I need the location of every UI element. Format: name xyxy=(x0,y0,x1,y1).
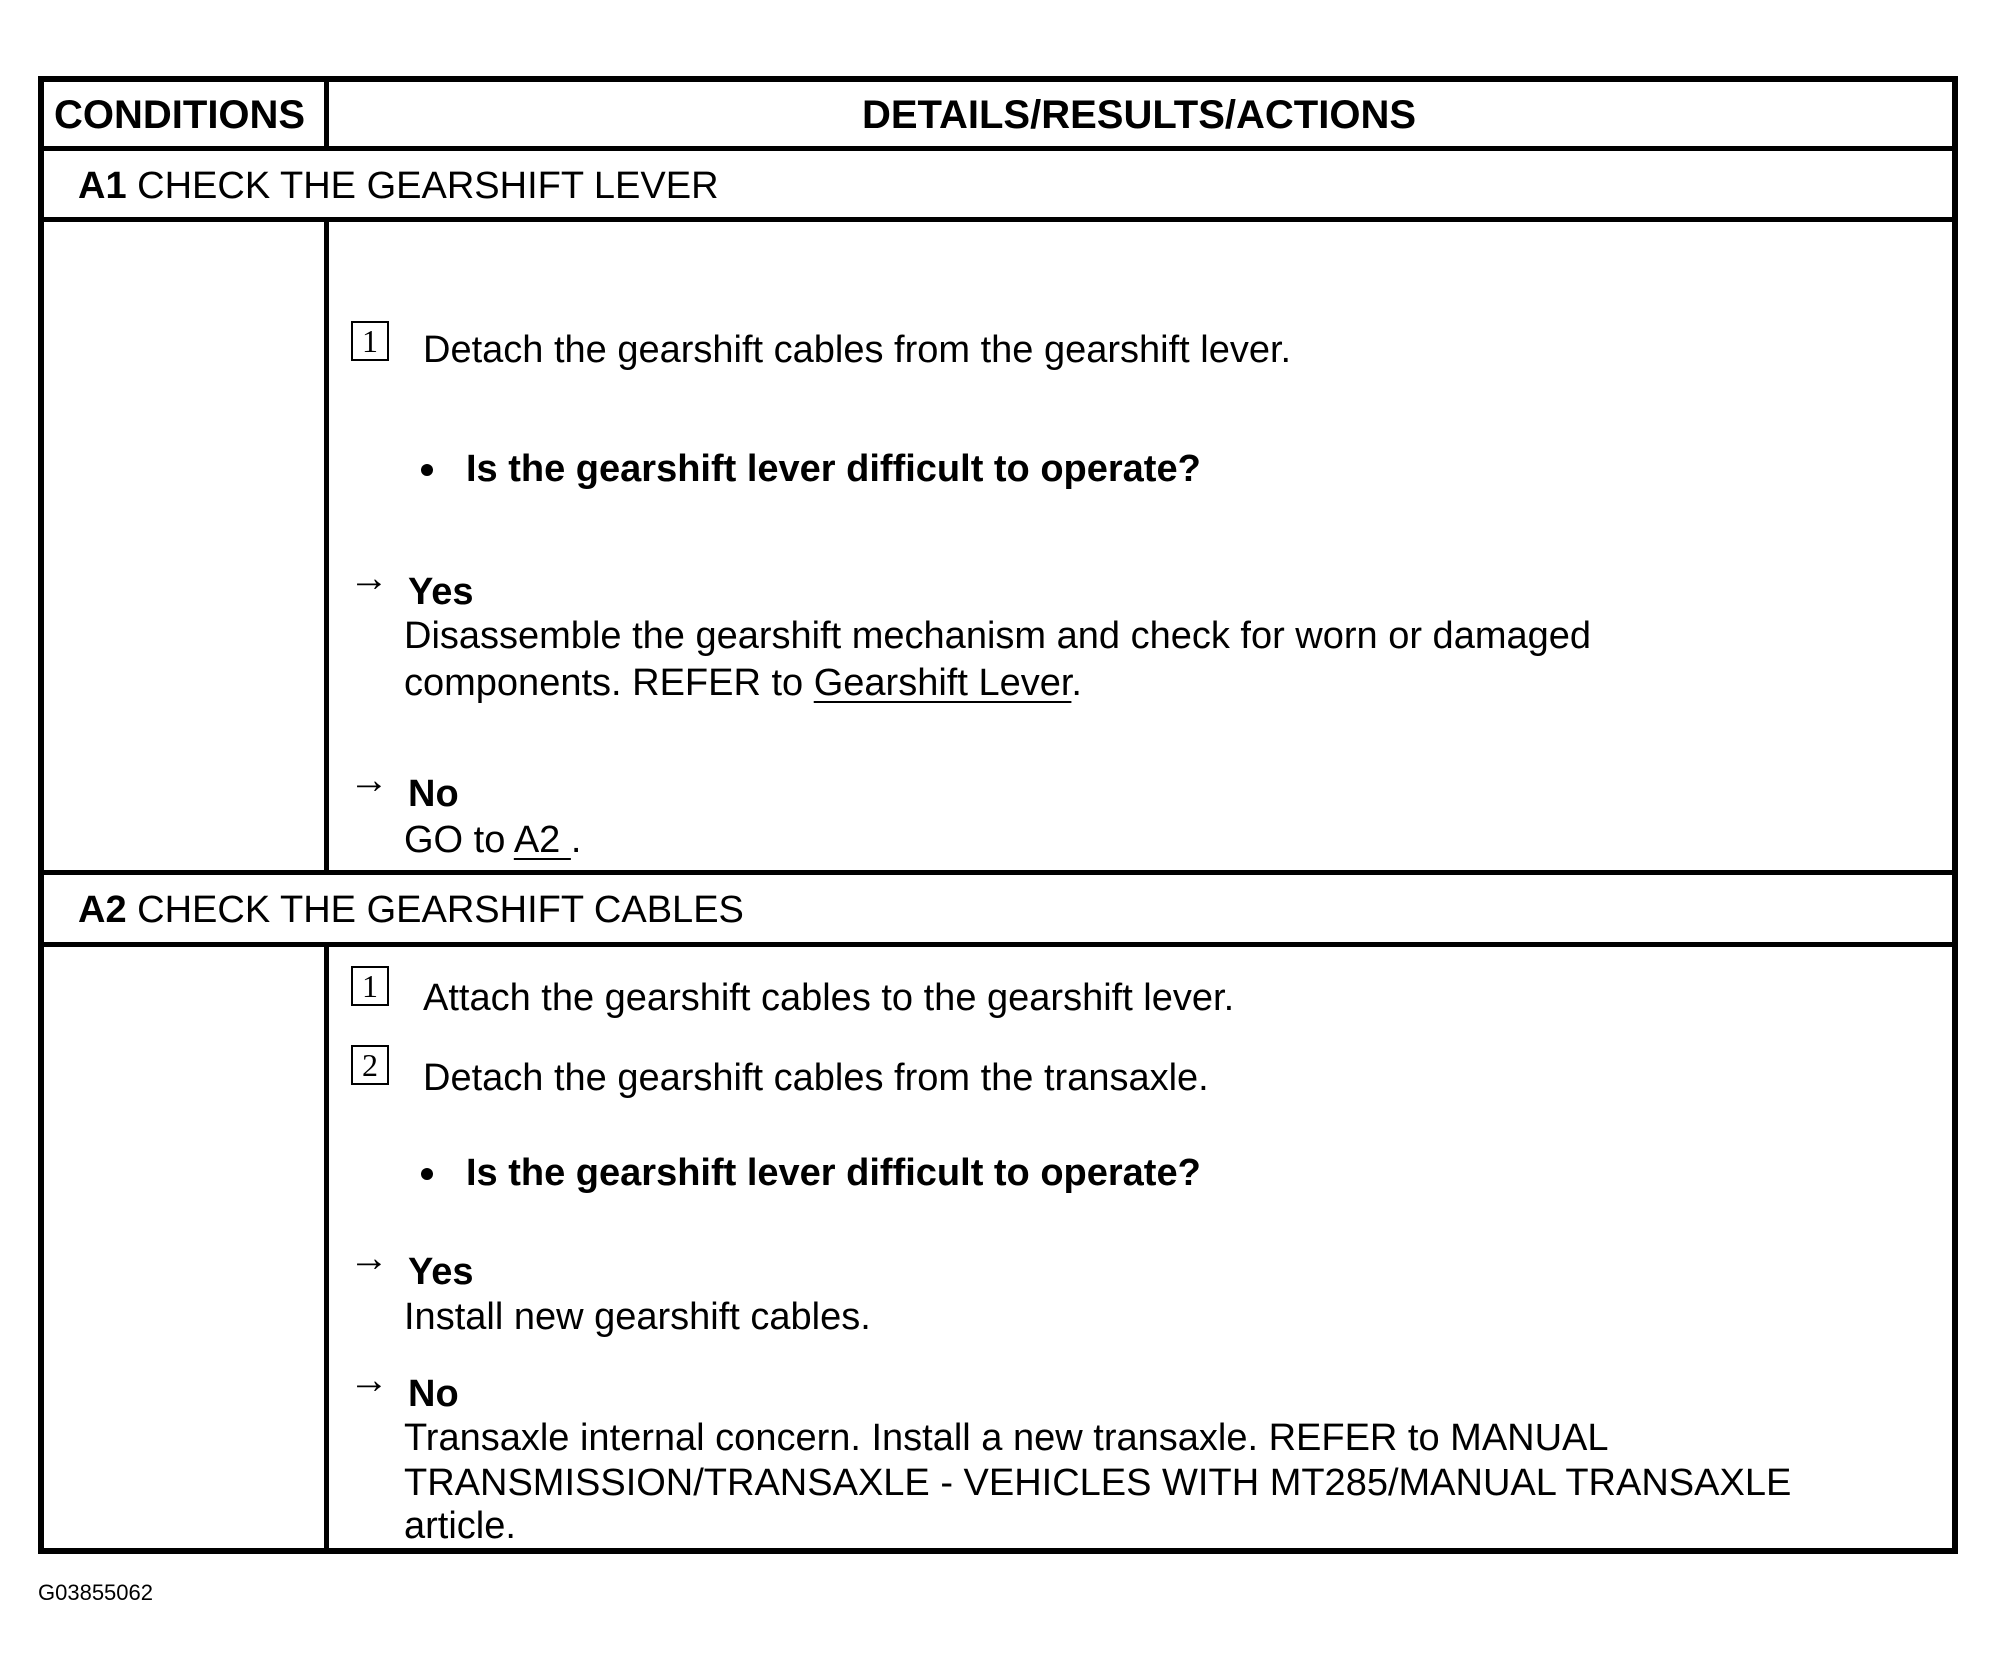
a1-column-divider xyxy=(324,217,329,875)
a1-step1-text: Detach the gearshift cables from the gearshift lever. xyxy=(423,329,1292,371)
a1-no-arrow-icon: → xyxy=(349,758,389,802)
a2-title-text: CHECK THE GEARSHIFT CABLES xyxy=(137,889,744,931)
gearshift-lever-link[interactable]: Gearshift Lever xyxy=(813,662,1072,704)
a1-question-bullet xyxy=(421,464,433,476)
conditions-header: CONDITIONS xyxy=(54,93,306,137)
a2-no-line2: TRANSMISSION/TRANSAXLE - VEHICLES WITH MT285/MANUAL TRANSAXLE xyxy=(404,1462,1792,1504)
a2-question-bullet xyxy=(421,1168,433,1180)
a2-title xyxy=(78,888,744,932)
a2-step1-number: 1 xyxy=(351,966,389,1006)
a1-no-pre: GO to xyxy=(404,819,514,861)
a2-no-label: No xyxy=(408,1373,459,1415)
a1-no-post: . xyxy=(570,819,582,861)
a1-step1-number: 1 xyxy=(351,321,389,361)
a2-yes-text: Install new gearshift cables. xyxy=(404,1296,871,1338)
a2-yes-label: Yes xyxy=(408,1251,474,1293)
a1-no-text xyxy=(404,818,581,862)
a2-question: Is the gearshift lever difficult to operate? xyxy=(466,1152,1201,1194)
a2-no-arrow-icon: → xyxy=(349,1358,389,1402)
a1-id: A1 xyxy=(78,165,127,207)
a1-question: Is the gearshift lever difficult to operate? xyxy=(466,448,1201,490)
a1-yes-label: Yes xyxy=(408,571,474,613)
a2-no-line1: Transaxle internal concern. Install a new transaxle. REFER to MANUAL xyxy=(404,1417,1609,1459)
details-header: DETAILS/RESULTS/ACTIONS xyxy=(861,93,1417,137)
a1-yes-line2-post: . xyxy=(1071,662,1082,704)
a2-yes-arrow-icon: → xyxy=(349,1236,389,1280)
a2-link[interactable]: A2 xyxy=(513,819,571,861)
a2-step2-number: 2 xyxy=(351,1045,389,1085)
a1-yes-arrow-icon: → xyxy=(349,556,389,600)
a2-id: A2 xyxy=(78,889,127,931)
a2-column-divider xyxy=(324,942,329,1554)
a1-yes-line2-pre: components. REFER to xyxy=(404,662,814,704)
a1-yes-line1: Disassemble the gearshift mechanism and check for worn or damaged xyxy=(404,615,1592,657)
a1-no-label: No xyxy=(408,773,459,815)
a2-step1-text: Attach the gearshift cables to the gearshift lever. xyxy=(423,977,1235,1019)
a2-step2-text: Detach the gearshift cables from the transaxle. xyxy=(423,1057,1209,1099)
a1-title-text: CHECK THE GEARSHIFT LEVER xyxy=(137,165,719,207)
a1-yes-line2 xyxy=(404,661,1082,705)
figure-id: G03855062 xyxy=(38,1580,153,1605)
a2-no-line3: article. xyxy=(404,1505,516,1547)
a1-title xyxy=(78,164,719,208)
